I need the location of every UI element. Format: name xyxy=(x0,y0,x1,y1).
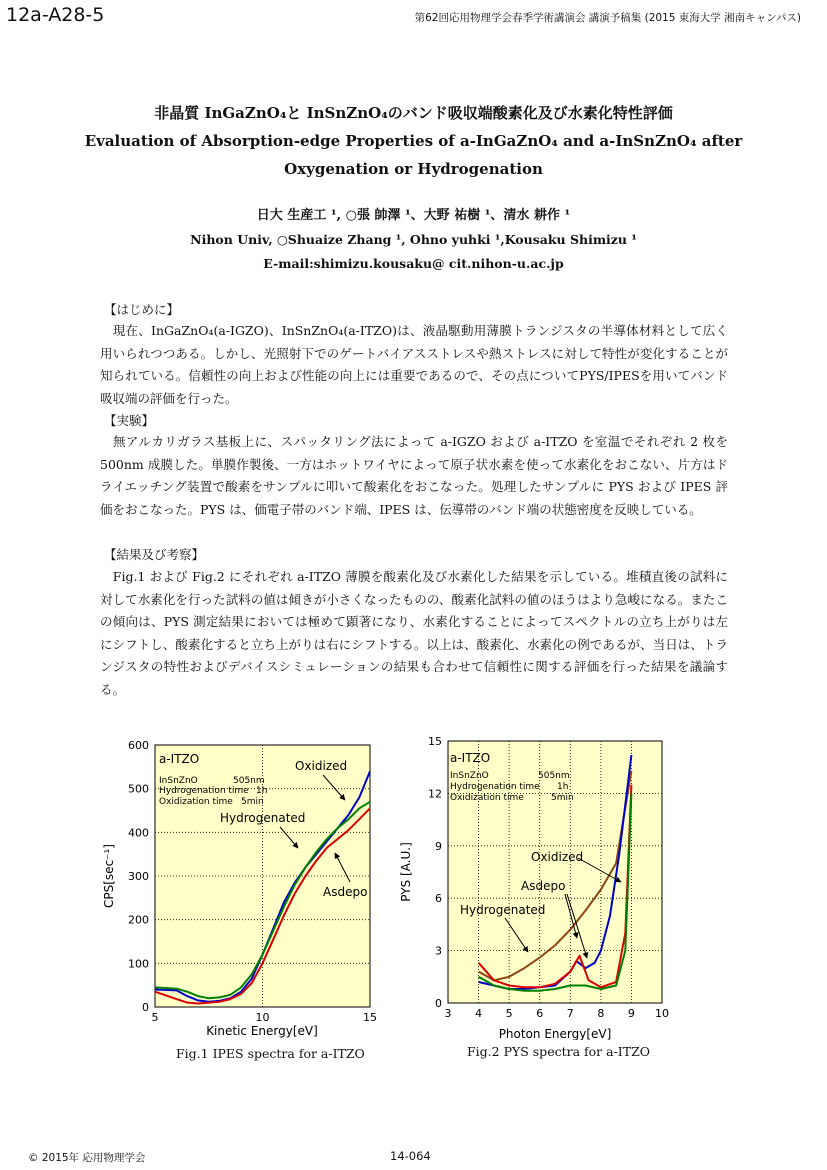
pys-info1-value: 505nm xyxy=(538,771,570,781)
pys-y-tick-label: 0 xyxy=(435,997,442,1010)
pys-x-tick-label: 9 xyxy=(627,1007,635,1020)
pys-annotation-asdepo: Asdepo xyxy=(521,879,566,893)
pys-info1: InSnZnO xyxy=(450,771,489,781)
pys-y-tick-label: 3 xyxy=(435,944,442,958)
pys-y-tick-label: 12 xyxy=(428,787,442,801)
ipes-x-tick-label: 15 xyxy=(363,1011,377,1024)
ipes-info2-value: 1h xyxy=(256,786,268,796)
authors-english: Nihon Univ, ○Shuaize Zhang ¹, Ohno yuhki ¹,Kousaku Shimizu ¹ xyxy=(190,232,637,247)
authors-japanese: 日大 生産工 ¹, ○張 帥澤 ¹、大野 祐樹 ¹、清水 耕作 ¹ xyxy=(256,208,571,223)
ipes-annotation-asdepo: Asdepo xyxy=(323,885,368,899)
copyright: © 2015年 応用物理学会 xyxy=(28,1152,146,1164)
pys-info3: Oxidization time xyxy=(450,793,524,803)
pys-y-tick-label: 9 xyxy=(435,839,442,853)
title-english-line1: Evaluation of Absorption-edge Properties of a-InGaZnO₄ and a-InSnZnO₄ after xyxy=(84,132,743,150)
title-japanese: 非晶質 InGaZnO₄と InSnZnO₄のバンド吸収端酸素化及び水素化特性評価 xyxy=(154,104,673,122)
pys-x-tick-label: 7 xyxy=(566,1007,574,1020)
ipes-y-tick-label: 100 xyxy=(128,957,149,971)
ipes-y-tick-label: 400 xyxy=(128,826,149,840)
pys-chart xyxy=(395,730,685,1040)
ipes-y-tick-label: 600 xyxy=(128,739,149,752)
ipes-y-tick-label: 500 xyxy=(128,782,149,796)
pys-annotation-oxidized: Oxidized xyxy=(531,850,584,864)
pys-x-tick-label: 3 xyxy=(444,1007,452,1020)
contact-email: E-mail:shimizu.kousaku@ cit.nihon-u.ac.jp xyxy=(263,256,564,271)
ipes-chart xyxy=(95,730,395,1040)
pys-x-tick-label: 5 xyxy=(505,1007,513,1020)
conference-header: 第62回応用物理学会春季学術講演会 講演予稿集 (2015 東海大学 湘南キャンパス) xyxy=(414,12,801,24)
pys-x-tick-label: 10 xyxy=(655,1007,669,1020)
pys-info2: Hydrogenation time xyxy=(450,782,540,792)
page-number: 14-064 xyxy=(390,1149,431,1163)
section-intro-text: 現在、InGaZnO₄(a-IGZO)、InSnZnO₄(a-ITZO)は、液晶駆動用薄膜トランジスタの半導体材料として広く用いられつつある。しかし、光照射下でのゲートバイアスストレスや熱ストレスに対して特性が変化することが知られている。信頼性の向上および性能の向上には重要であるので、その点についてPYS/IPESを用いてバンド吸収端の評価を行った。 xyxy=(100,323,728,406)
ipes-info3-value: 5min xyxy=(241,797,264,807)
section-intro-heading: 【はじめに】 xyxy=(104,302,180,317)
pys-annotation-hydrogenated: Hydrogenated xyxy=(460,903,546,917)
pys-y-tick-label: 6 xyxy=(435,892,442,906)
ipes-caption: Fig.1 IPES spectra for a-ITZO xyxy=(176,1046,365,1061)
ipes-x-tick-label: 5 xyxy=(151,1011,159,1024)
ipes-annotation-oxidized: Oxidized xyxy=(295,759,348,773)
ipes-info3: Oxidization time xyxy=(159,797,233,807)
ipes-y-tick-label: 300 xyxy=(128,870,149,883)
ipes-annotation-hydrogenated: Hydrogenated xyxy=(220,811,306,825)
section-results-text: Fig.1 および Fig.2 にそれぞれ a-ITZO 薄膜を酸素化及び水素化した結果を示している。堆積直後の試料に対して水素化を行った試料の値は傾きが小さくなったものの、酸素化試料の値のほうはより急峻になる。またこの傾向は、PYS 測定結果においては極めて顕著になり、水素化することによってスペクトルの立ち上がりは左にシフトし、酸素化すると立ち上がりは右にシフトする。以上は、酸素化、水素化の例であるが、当日は、トランジスタの特性およびデバイスシミュレーションの結果も合わせて信頼性に関する評価を行った結果を議論する。 xyxy=(100,569,728,697)
ipes-y-tick-label: 0 xyxy=(142,1001,149,1014)
ipes-panel-label: a-ITZO xyxy=(159,752,200,766)
pys-x-tick-label: 8 xyxy=(597,1007,605,1020)
ipes-x-tick-label: 10 xyxy=(255,1011,270,1024)
ipes-info1-value: 505nm xyxy=(233,776,265,786)
pys-x-tick-label: 4 xyxy=(475,1007,483,1020)
pys-info2-value: 1h xyxy=(557,782,569,792)
ipes-info2: Hydrogenation time xyxy=(159,786,249,796)
ipes-x-axis-label: Kinetic Energy[eV] xyxy=(206,1024,318,1038)
ipes-y-axis-label: CPS[sec⁻¹] xyxy=(102,844,116,908)
pys-y-tick-label: 15 xyxy=(428,735,442,748)
section-experiment-text: 無アルカリガラス基板上に、スパッタリング法によって a-IGZO および a-ITZO を室温でそれぞれ 2 枚を 500nm 成膜した。単膜作製後、一方はホットワイヤによって原子状水素を使って水素化をおこない、片方はドライエッチング装置で酸素をサンプルに叩いて酸素化をおこなった。処理したサンプルに PYS および IPES 評価をおこなった。PYS は、価電子帯のバンド端、IPES は、伝導帯のバンド端の状態密度を反映している。 xyxy=(100,434,728,517)
pys-y-axis-label: PYS [A.U.] xyxy=(399,842,413,902)
pys-caption: Fig.2 PYS spectra for a-ITZO xyxy=(467,1044,650,1059)
paper-code: 12a-A28-5 xyxy=(6,4,105,26)
title-english-line2: Oxygenation or Hydrogenation xyxy=(284,160,543,178)
pys-info3-value: 5min xyxy=(551,793,574,803)
pys-x-axis-label: Photon Energy[eV] xyxy=(498,1027,612,1040)
pys-panel-label: a-ITZO xyxy=(450,751,491,765)
section-results-heading: 【結果及び考察】 xyxy=(104,547,205,562)
section-experiment-heading: 【実験】 xyxy=(104,413,155,428)
pys-x-tick-label: 6 xyxy=(536,1007,544,1020)
ipes-y-tick-label: 200 xyxy=(128,913,149,927)
ipes-info1: InSnZnO xyxy=(159,776,198,786)
